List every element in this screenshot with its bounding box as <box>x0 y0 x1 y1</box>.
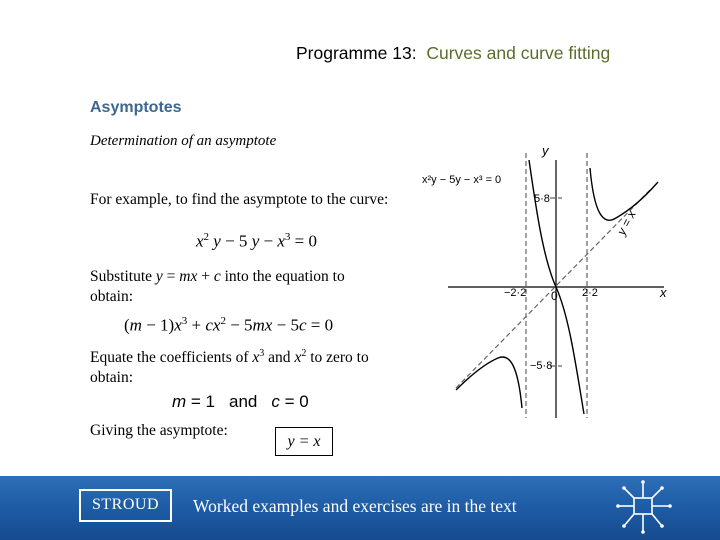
tick-top-label: 5·8 <box>534 193 550 205</box>
section-heading: Asymptotes <box>90 99 182 116</box>
section-subheading: Determination of an asymptote <box>90 133 277 149</box>
substituted-equation: $(m - 1)x^3 + cx^2 - 5mx - 5c = 0$ <box>124 315 334 335</box>
substitute-text-2: into the equation to obtain: <box>90 268 345 305</box>
x-axis-label: x <box>660 285 667 300</box>
asymptote-paragraph: Giving the asymptote: <box>90 422 228 439</box>
curve-label: x²y − 5y − x³ = 0 <box>422 174 502 186</box>
line-equation: y <box>155 268 163 285</box>
asymptote-line-label: y = x <box>614 208 639 238</box>
tick-left-label: −2·2 <box>504 287 527 299</box>
asymptote-graph <box>418 138 680 420</box>
stroud-logo: STROUD <box>79 489 172 522</box>
curve-left-branch <box>456 357 522 408</box>
tick-bottom-label: −5·8 <box>530 360 553 372</box>
coefficients-paragraph: Equate the coefficients of $x^3$ and $x^2$ to zero to obtain: <box>90 348 369 387</box>
programme-label: Programme 13: <box>296 43 417 63</box>
asymptote-answer-box: y = x <box>275 427 333 456</box>
substitute-text: Substitute <box>90 268 153 285</box>
curve-equation: $x^2$ y − 5 $y - x^3 = 0$ <box>196 231 317 251</box>
footer-text: Worked examples and exercises are in the text <box>193 496 517 516</box>
coefficient-result: m = 1 and c = 0 <box>172 392 309 411</box>
navigation-emblem-icon[interactable] <box>614 480 674 536</box>
intro-paragraph: For example, to find the asymptote to the curve: <box>90 191 389 208</box>
programme-topic: Curves and curve fitting <box>426 43 611 63</box>
y-axis-label: y <box>542 143 549 158</box>
substitute-paragraph: Substitute y = mx + c into the equation to obtain: <box>90 268 345 305</box>
origin-label: 0 <box>551 289 558 303</box>
tick-right-label: 2·2 <box>582 287 598 299</box>
page-title <box>296 43 610 64</box>
